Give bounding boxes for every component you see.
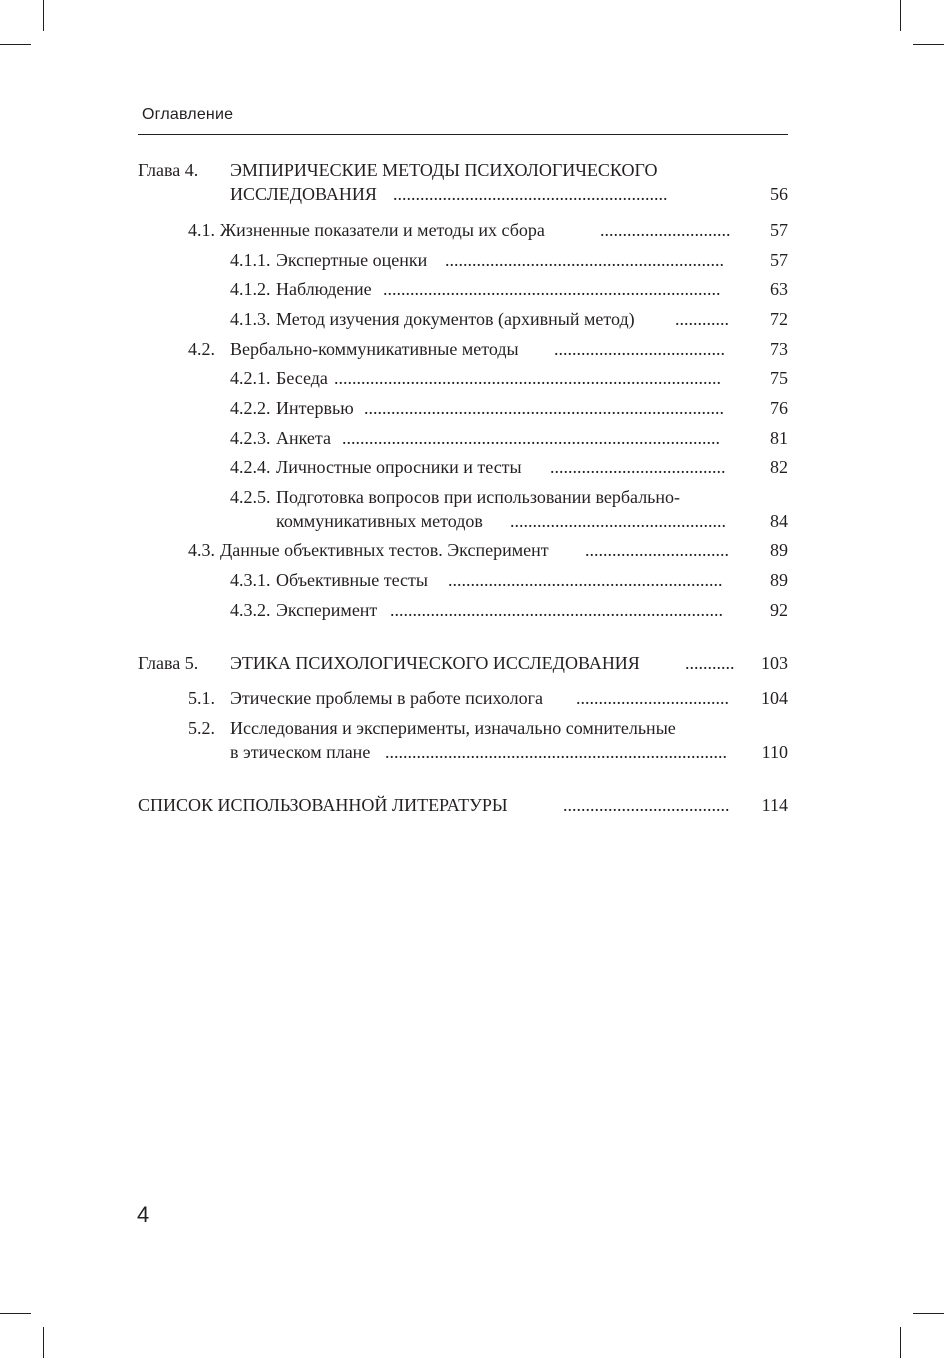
toc-row[interactable] xyxy=(188,396,788,420)
leader-dots: ............................................................. xyxy=(393,184,668,204)
page-ref: 84 xyxy=(770,511,788,531)
toc-row[interactable] xyxy=(188,716,788,740)
toc-row[interactable] xyxy=(188,248,788,272)
toc-row[interactable] xyxy=(230,182,788,206)
toc-row[interactable] xyxy=(188,686,788,710)
leader-dots: ................................................................................ xyxy=(364,398,724,418)
section-title-cont: коммуникативных методов xyxy=(276,511,483,531)
page-ref: 81 xyxy=(770,428,788,448)
leader-dots: ...................................................................................... xyxy=(334,368,721,388)
toc-row[interactable] xyxy=(188,337,788,361)
leader-dots: .......................................................................... xyxy=(390,600,723,620)
section-number: 4.2.1. xyxy=(230,368,271,388)
toc-row[interactable] xyxy=(138,793,788,817)
section-number: 4.3.2. xyxy=(230,600,271,620)
section-title: Личностные опросники и тесты xyxy=(276,457,522,477)
section-title: Данные объективных тестов. Эксперимент xyxy=(220,540,549,560)
page-ref: 73 xyxy=(770,339,788,359)
leader-dots: .................................. xyxy=(576,688,729,708)
page-number: 4 xyxy=(137,1202,150,1227)
crop-mark xyxy=(913,44,944,45)
toc-row[interactable] xyxy=(188,538,788,562)
page-ref: 57 xyxy=(770,250,788,270)
page-ref: 114 xyxy=(761,795,788,815)
toc-row[interactable] xyxy=(230,651,788,675)
section-number: 5.1. xyxy=(188,688,215,708)
section-title: Исследования и эксперименты, изначально сомнительные xyxy=(230,718,676,738)
crop-mark xyxy=(900,1327,901,1358)
page-ref: 76 xyxy=(770,398,788,418)
page-ref: 110 xyxy=(761,742,788,762)
section-number: 4.1.3. xyxy=(230,309,271,329)
section-title: Метод изучения документов (архивный метод) xyxy=(276,309,635,329)
leader-dots: ............................. xyxy=(600,220,731,240)
section-title: Подготовка вопросов при использовании вербально- xyxy=(276,487,681,507)
chapter-title-line1: ЭМПИРИЧЕСКИЕ МЕТОДЫ ПСИХОЛОГИЧЕСКОГО xyxy=(230,160,658,180)
section-number: 4.2.2. xyxy=(230,398,271,418)
toc-row[interactable] xyxy=(188,307,788,331)
leader-dots: ............ xyxy=(675,309,729,329)
section-number: 4.1.1. xyxy=(230,250,271,270)
section-title: Эксперимент xyxy=(276,600,378,620)
section-number: 4.1. xyxy=(188,220,215,240)
section-title: Жизненные показатели и методы их сбора xyxy=(220,220,545,240)
page-ref: 104 xyxy=(761,688,788,708)
leader-dots: ........... xyxy=(685,653,735,673)
section-number: 4.2.5. xyxy=(230,487,271,507)
section-title: Вербально-коммуникативные методы xyxy=(230,339,519,359)
running-header xyxy=(138,104,788,135)
header-title: Оглавление xyxy=(142,106,234,123)
chapter-title: ЭТИКА ПСИХОЛОГИЧЕСКОГО ИССЛЕДОВАНИЯ xyxy=(230,653,640,673)
section-number: 4.1.2. xyxy=(230,279,271,299)
toc-row[interactable] xyxy=(188,485,788,509)
toc-row[interactable] xyxy=(188,218,788,242)
crop-mark xyxy=(0,1313,31,1314)
leader-dots: ............................................................................ xyxy=(385,742,727,762)
leader-dots: ....................................... xyxy=(550,457,726,477)
chapter-title-line2: ИССЛЕДОВАНИЯ xyxy=(230,184,377,204)
toc-row[interactable] xyxy=(188,277,788,301)
page-ref: 89 xyxy=(770,570,788,590)
page-ref: 82 xyxy=(770,457,788,477)
chapter-label: Глава 4. xyxy=(138,160,199,180)
section-number: 4.2.4. xyxy=(230,457,271,477)
page-ref: 72 xyxy=(770,309,788,329)
toc-row[interactable] xyxy=(188,568,788,592)
leader-dots: .................................................................................... xyxy=(342,428,720,448)
section-title: Беседа xyxy=(276,368,328,388)
section-number: 4.3.1. xyxy=(230,570,271,590)
crop-mark xyxy=(913,1313,944,1314)
section-number: 4.3. xyxy=(188,540,215,560)
leader-dots: ...................................... xyxy=(554,339,725,359)
page-ref: 75 xyxy=(770,368,788,388)
chapter-label: Глава 5. xyxy=(138,653,199,673)
leader-dots: .............................................................. xyxy=(445,250,724,270)
section-title-cont: в этическом плане xyxy=(230,742,371,762)
leader-dots: ................................ xyxy=(585,540,729,560)
leader-dots: ..................................... xyxy=(563,795,730,815)
section-title: Экспертные оценки xyxy=(276,250,428,270)
toc-row[interactable] xyxy=(230,740,788,764)
page-ref: 57 xyxy=(770,220,788,240)
crop-mark xyxy=(43,1327,44,1358)
page-ref: 63 xyxy=(770,279,788,299)
crop-mark xyxy=(43,0,44,31)
toc-row[interactable] xyxy=(188,366,788,390)
section-title: Интервью xyxy=(276,398,354,418)
section-title: Объективные тесты xyxy=(276,570,428,590)
leader-dots: ........................................................................... xyxy=(383,279,721,299)
section-title: Анкета xyxy=(276,428,331,448)
page-ref: 89 xyxy=(770,540,788,560)
section-title: Наблюдение xyxy=(276,279,372,299)
toc-row[interactable] xyxy=(188,455,788,479)
section-title: Этические проблемы в работе психолога xyxy=(230,688,543,708)
toc-row[interactable] xyxy=(276,509,788,533)
bibliography-title: СПИСОК ИСПОЛЬЗОВАННОЙ ЛИТЕРАТУРЫ xyxy=(138,795,508,815)
page-ref: 92 xyxy=(770,600,788,620)
section-number: 4.2.3. xyxy=(230,428,271,448)
crop-mark xyxy=(900,0,901,31)
toc-row[interactable] xyxy=(188,426,788,450)
section-number: 4.2. xyxy=(188,339,215,359)
toc-row[interactable] xyxy=(188,598,788,622)
page-ref: 56 xyxy=(770,184,788,204)
leader-dots: ................................................ xyxy=(510,511,726,531)
crop-mark xyxy=(0,44,31,45)
section-number: 5.2. xyxy=(188,718,215,738)
leader-dots: ............................................................. xyxy=(448,570,723,590)
page-ref: 103 xyxy=(761,653,788,673)
